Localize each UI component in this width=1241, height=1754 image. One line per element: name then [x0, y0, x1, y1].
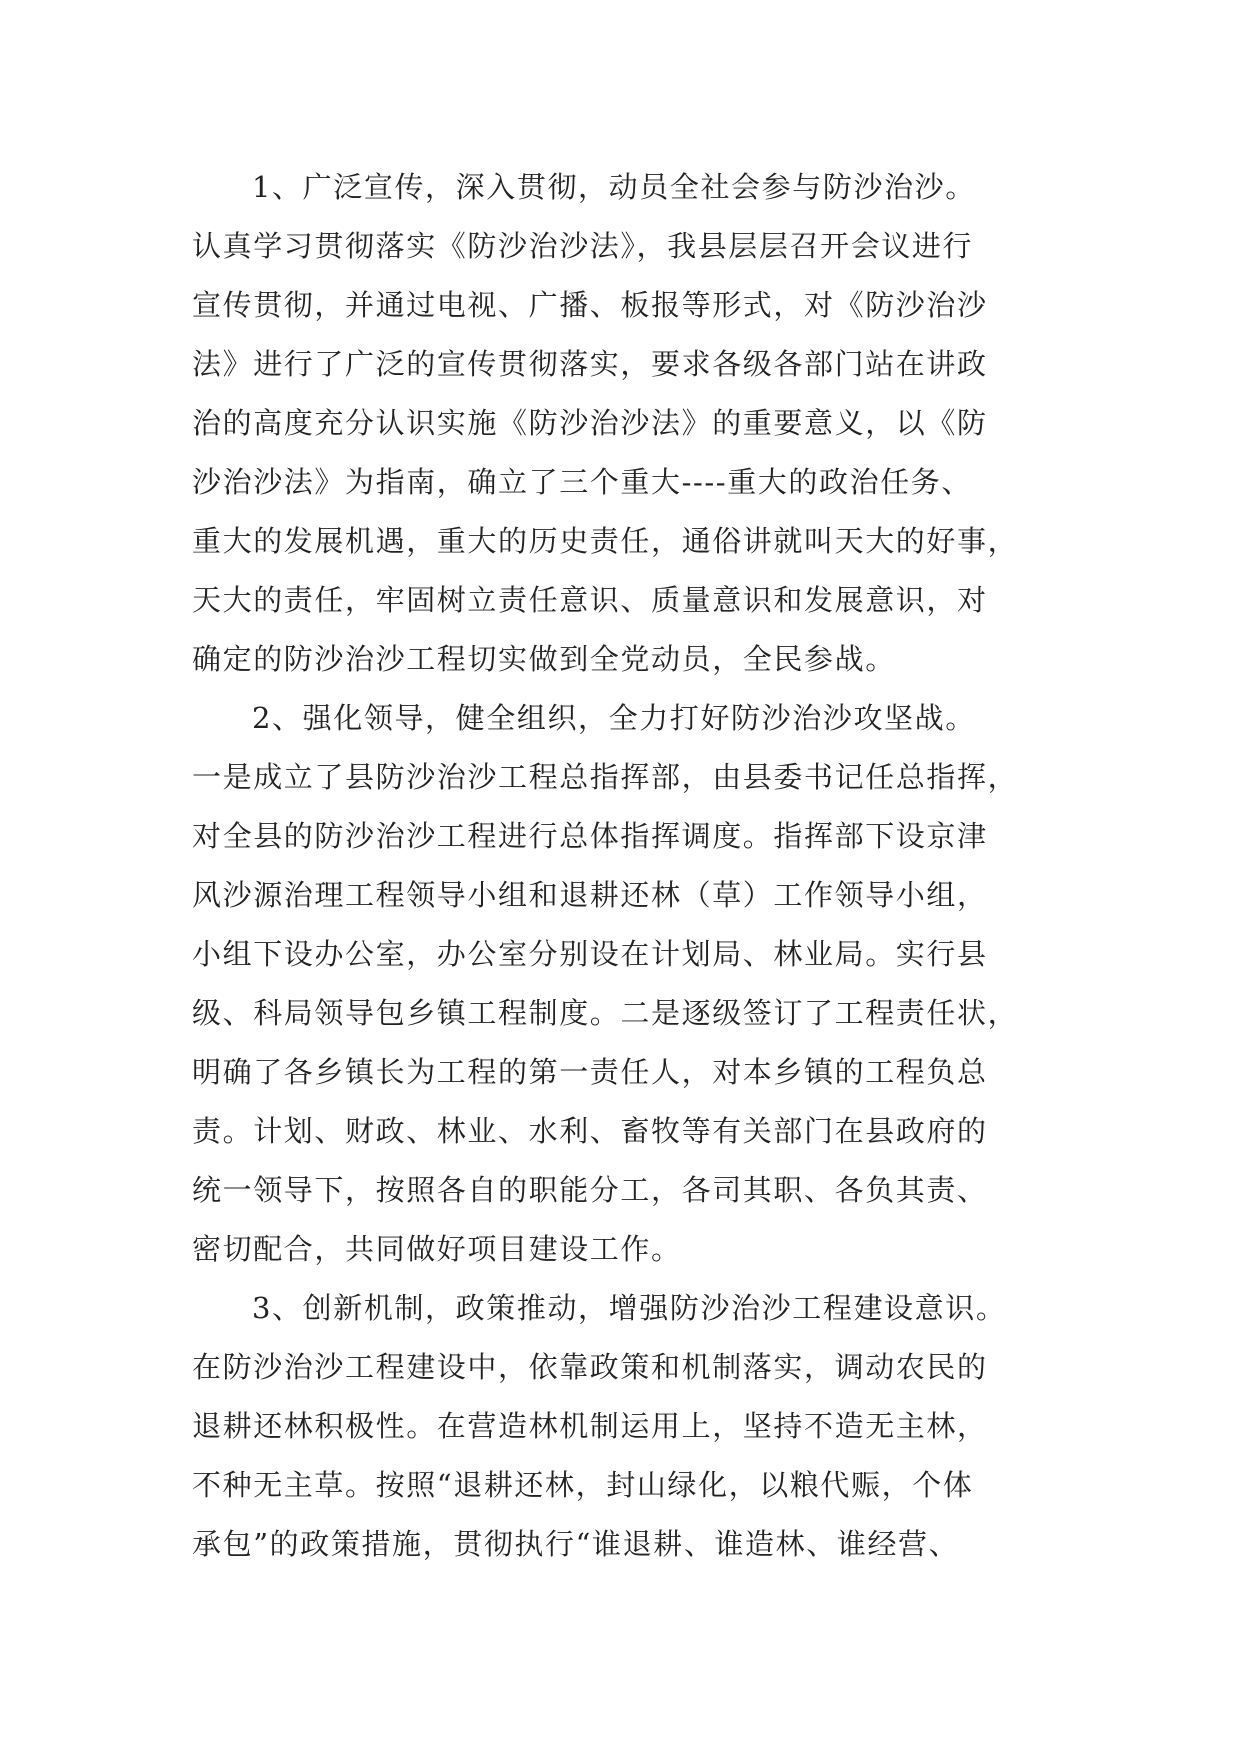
text-line: 级、科局领导包乡镇工程制度。二是逐级签订了工程责任状， [192, 996, 1019, 1030]
paragraph-3-heading: 3、创新机制，政策推动，增强防沙治沙工程建设意识。 [252, 1291, 1007, 1325]
text-line: 对全县的防沙治沙工程进行总体指挥调度。指挥部下设京津 [192, 819, 988, 853]
text-line: 认真学习贯彻落实《防沙治沙法》，我县层层召开会议进行 [192, 229, 974, 263]
text-line: 责。计划、财政、林业、水利、畜牧等有关部门在县政府的 [192, 1114, 988, 1148]
text-line: 在防沙治沙工程建设中，依靠政策和机制落实，调动农民的 [192, 1350, 988, 1384]
document-body [192, 158, 1058, 1574]
text-line: 风沙源治理工程领导小组和退耕还林（草）工作领导小组， [192, 878, 988, 912]
text-line: 法》进行了广泛的宣传贯彻落实，要求各级各部门站在讲政 [192, 347, 988, 381]
text-line: 退耕还林积极性。在营造林机制运用上，坚持不造无主林， [192, 1409, 988, 1443]
text-line: 承包”的政策措施，贯彻执行“谁退耕、谁造林、谁经营、 [192, 1527, 960, 1561]
text-line: 统一领导下，按照各自的职能分工，各司其职、各负其责、 [192, 1173, 988, 1207]
text-line: 重大的发展机遇，重大的历史责任，通俗讲就叫天大的好事， [192, 524, 1019, 558]
text-line: 沙治沙法》为指南，确立了三个重大----重大的政治任务、 [192, 465, 972, 499]
text-line: 密切配合，共同做好项目建设工作。 [192, 1232, 682, 1266]
text-line: 宣传贯彻，并通过电视、广播、板报等形式，对《防沙治沙 [192, 288, 988, 322]
paragraph-1-heading: 1、广泛宣传，深入贯彻，动员全社会参与防沙治沙。 [252, 170, 976, 204]
text-line: 确定的防沙治沙工程切实做到全党动员，全民参战。 [192, 642, 896, 676]
text-line: 一是成立了县防沙治沙工程总指挥部，由县委书记任总指挥， [192, 760, 1019, 794]
text-line: 天大的责任，牢固树立责任意识、质量意识和发展意识，对 [192, 583, 988, 617]
text-line: 小组下设办公室，办公室分别设在计划局、林业局。实行县 [192, 937, 988, 971]
text-line: 治的高度充分认识实施《防沙治沙法》的重要意义，以《防 [192, 406, 988, 440]
paragraph-2-heading: 2、强化领导，健全组织，全力打好防沙治沙攻坚战。 [252, 701, 976, 735]
text-line: 不种无主草。按照“退耕还林，封山绿化，以粮代赈，个体 [192, 1468, 974, 1502]
text-line: 明确了各乡镇长为工程的第一责任人，对本乡镇的工程负总 [192, 1055, 988, 1089]
